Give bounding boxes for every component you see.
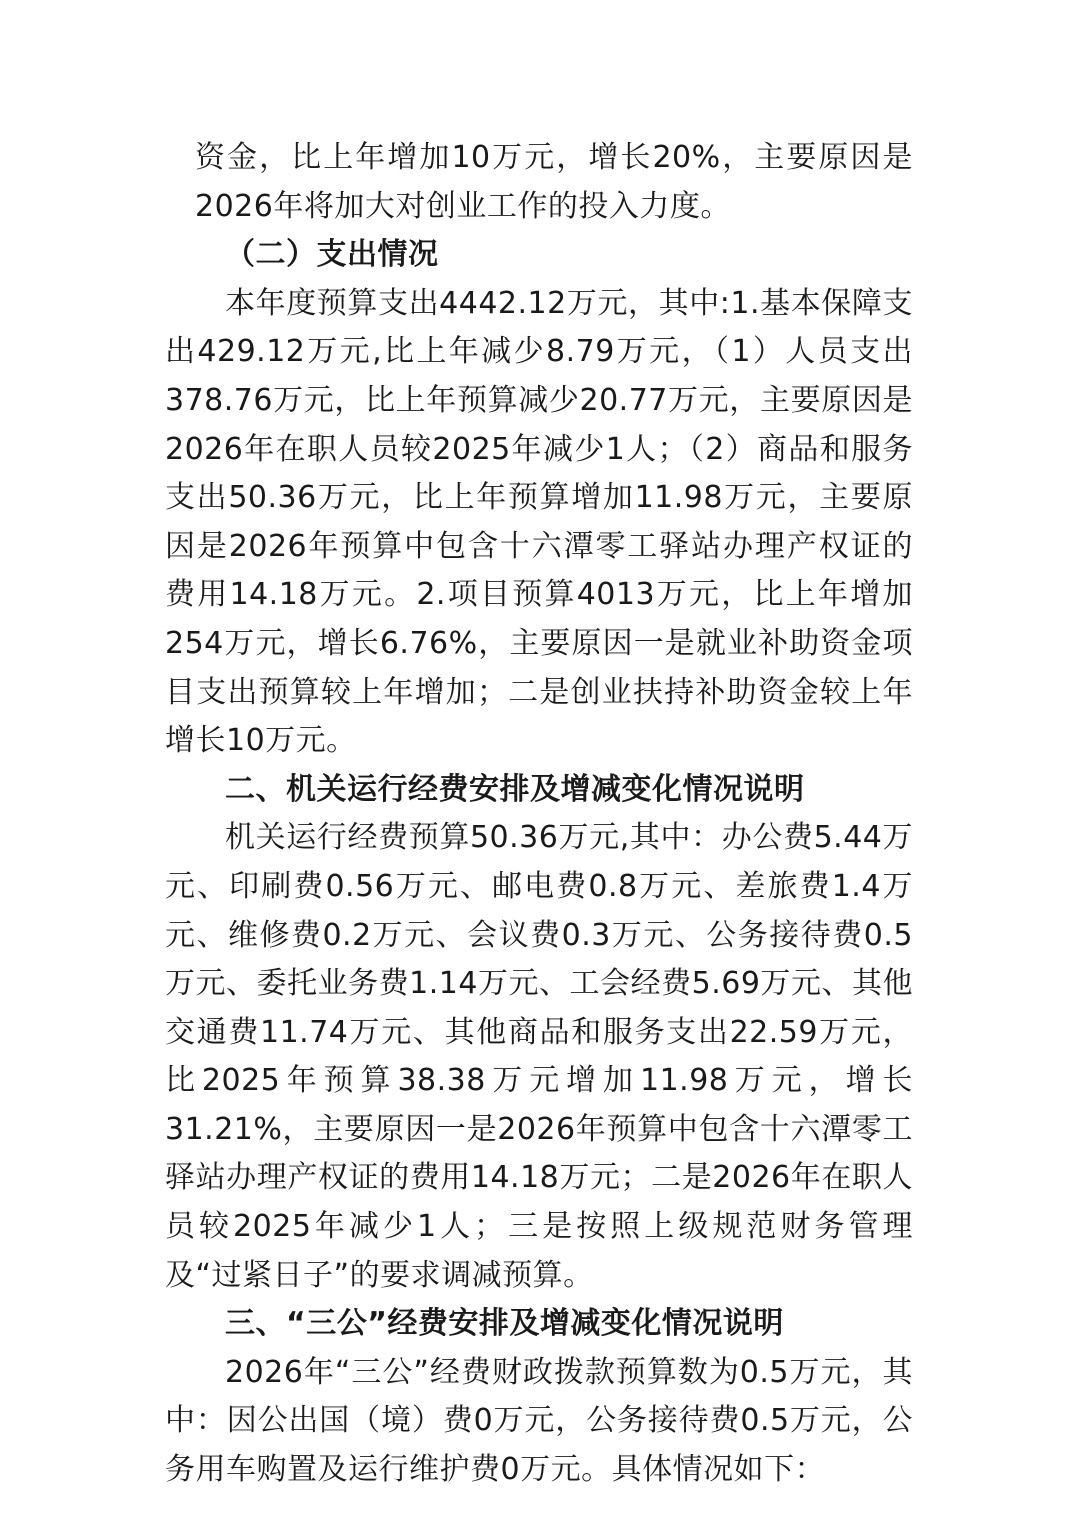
document-body — [165, 134, 913, 1495]
heading-three-public-expenses: 三、“三公”经费安排及增减变化情况说明 — [225, 1306, 784, 1342]
heading-operating-expenses: 二、机关运行经费安排及增减变化情况说明 — [225, 771, 805, 807]
paragraph-operating-expenses: 机关运行经费预算50.36万元,其中：办公费5.44万元、印刷费0.56万元、邮电费0.8万元、差旅费1.4万元、维修费0.2万元、会议费0.3万元、公务接待费0.5万元、委托业务费1.14万元、工会经费5.69万元、其他交通费11.74万元、其他商品和服务支出22.59万元，比2025年预算38.38万元增加11.98万元，增长31.21%，主要原因一是2026年预算中包含十六潭零工驿站办理产权证的费用14.18万元；二是2026年在职人员较2025年减少1人；三是按照上级规范财务管理及“过紧日子”的要求调减预算。 — [165, 820, 913, 1293]
paragraph-continuation: 资金，比上年增加10万元，增长20%，主要原因是2026年将加大对创业工作的投入力度。 — [195, 140, 913, 224]
paragraph-expenditure: 本年度预算支出4442.12万元，其中:1.基本保障支出429.12万元,比上年减少8.79万元，（1）人员支出378.76万元，比上年预算减少20.77万元，主要原因是2026年在职人员较2025年减少1人；（2）商品和服务支出50.36万元，比上年预算增加11.98万元，主要原因是2026年预算中包含十六潭零工驿站办理产权证的费用14.18万元。2.项目预算4013万元，比上年增加254万元，增长6.76%，主要原因一是就业补助资金项目支出预算较上年增加；二是创业扶持补助资金较上年增长10万元。 — [165, 285, 913, 759]
paragraph-three-public-expenses: 2026年“三公”经费财政拨款预算数为0.5万元，其中：因公出国（境）费0万元，公务接待费0.5万元，公务用车购置及运行维护费0万元。具体情况如下： — [165, 1354, 913, 1488]
subheading-expenditure: （二）支出情况 — [225, 237, 439, 273]
